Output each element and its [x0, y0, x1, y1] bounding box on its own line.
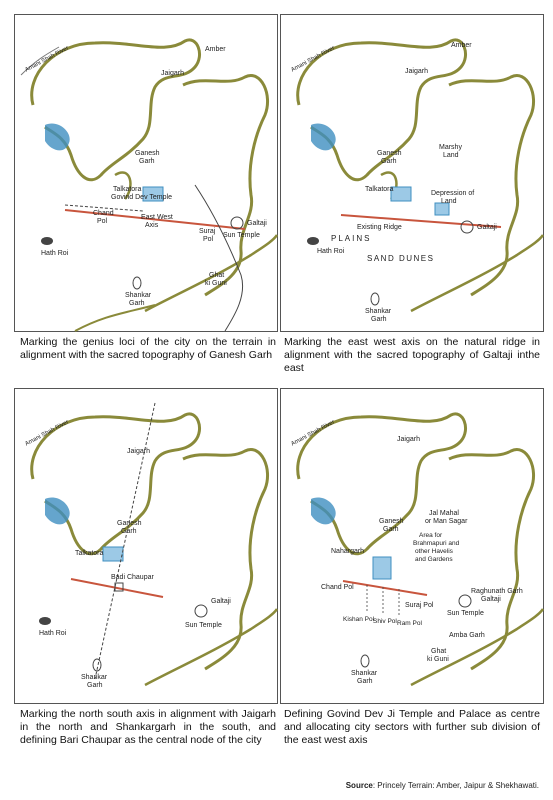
label-suraj-pol: Pol	[203, 236, 214, 243]
label-talkatora: Talkatora	[113, 186, 142, 193]
road	[195, 185, 243, 331]
label-river: Amani Shah River	[24, 45, 70, 74]
label-sun-temple: Sun Temple	[185, 622, 222, 629]
label-chand: Chand	[93, 210, 114, 217]
label-ghat: Ghat	[431, 648, 447, 655]
label-ganesh: Ganesh	[377, 150, 402, 157]
sun-temple-marker	[195, 605, 207, 617]
label-kishan-pol: Kishan Pol	[343, 616, 375, 623]
shankar-marker	[361, 655, 369, 667]
source-credit	[346, 781, 539, 790]
map-4	[281, 389, 545, 705]
hill-ridge	[32, 40, 200, 180]
label-sun-temple: Sun Temple	[447, 610, 484, 617]
label-ridge: Existing Ridge	[357, 224, 402, 231]
source-label: Source	[345, 781, 373, 790]
caption-2: Marking the east west axis on the natural ridge in alignment with the sacred topography of Galtaji inthe east	[284, 336, 540, 374]
label-ghat-guni: ki Guni	[427, 656, 449, 663]
label-garh: Garh	[139, 158, 155, 165]
label-shankar: Shankar	[125, 292, 152, 299]
label-shankar: Shankar	[81, 674, 108, 681]
map-1	[15, 15, 279, 333]
label-river: Amani Shah River	[290, 45, 336, 74]
map-panel-2	[280, 14, 544, 332]
map-panel-4	[280, 388, 544, 704]
label-suraj: Suraj	[199, 228, 216, 235]
shankar-marker	[371, 293, 379, 305]
label-sun-temple: Sun Temple	[223, 232, 260, 239]
label-garh: Garh	[381, 158, 397, 165]
label-shiv-pol: Shiv Pol	[373, 618, 397, 625]
label-chand-pol: Pol	[97, 218, 108, 225]
label-galtaji: Galtaji	[477, 224, 497, 231]
map-panel-3	[14, 388, 278, 704]
label-ganesh: Ganesh	[117, 520, 142, 527]
hill-ridge	[75, 305, 155, 331]
label-marshy: Marshy	[439, 144, 462, 151]
label-jaigarh: Jaigarh	[405, 68, 428, 75]
label-garh: Garh	[383, 526, 399, 533]
label-shankar-garh: Garh	[357, 678, 373, 685]
label-havelis: other Havelis	[415, 548, 453, 555]
hill-ridge	[411, 235, 543, 311]
sun-temple-marker	[459, 595, 471, 607]
hill-ridge	[183, 450, 268, 669]
map-panel-1	[14, 14, 278, 332]
label-ganesh: Ganesh	[135, 150, 160, 157]
label-ram-pol: Ram Pol	[397, 620, 422, 627]
label-hath-roi: Hath Roi	[39, 630, 67, 637]
label-ganesh: Ganesh	[379, 518, 404, 525]
hill-ridge	[449, 76, 534, 295]
label-talkatora: Talkatora	[75, 550, 104, 557]
label-ghat: Ghat	[209, 272, 225, 279]
label-jaigarh: Jaigarh	[127, 448, 150, 455]
label-suraj-pol: Suraj Pol	[405, 602, 434, 609]
palace-complex	[373, 557, 391, 579]
label-garh: Garh	[121, 528, 137, 535]
label-shankar-garh: Garh	[371, 316, 387, 323]
svg-text:Amani Shah River	[24, 45, 70, 73]
label-jaigarh: Jaigarh	[397, 436, 420, 443]
label-amber: Amber	[205, 46, 226, 53]
label-shankar: Shankar	[351, 670, 378, 677]
lake	[311, 498, 336, 525]
talkatora-tank	[391, 187, 411, 201]
label-chand-pol: Chand Pol	[321, 584, 354, 591]
east-west-axis	[71, 579, 163, 597]
label-ew: East West	[141, 214, 173, 221]
label-depression: Depression of	[431, 190, 475, 197]
label-axis: Axis	[145, 222, 159, 229]
label-amber: Amber	[451, 42, 472, 49]
galtaji-marker	[461, 221, 473, 233]
hath-roi-marker	[39, 617, 51, 625]
label-depression-land: Land	[441, 198, 457, 205]
hill-ridge	[411, 609, 543, 685]
label-raghunath-galtaji: Galtaji	[481, 596, 501, 603]
label-badi-chaupar: Badi Chaupar	[111, 574, 154, 581]
hill-ridge	[32, 414, 200, 554]
label-amba-garh: Amba Garh	[449, 632, 485, 639]
caption-4: Defining Govind Dev Ji Temple and Palace as centre and allocating city sectors with further sub division of the east west axis	[284, 708, 540, 746]
talkatora-tank	[103, 547, 123, 561]
label-raghunath: Raghunath Garh	[471, 588, 523, 595]
map-3	[15, 389, 279, 705]
caption-3: Marking the north south axis in alignment with Jaigarh in the north and Shankargarh in the south, and defining Bari Chaupar as the central node of the city	[20, 708, 276, 746]
label-talkatora: Talkatora	[365, 186, 394, 193]
label-nahargarh: Nahargarh	[331, 548, 365, 555]
label-man-sagar: or Man Sagar	[425, 518, 468, 525]
label-river: Amani Shah River	[24, 419, 70, 448]
label-plains: PLAINS	[331, 234, 372, 243]
label-brahmapuri: Brahmapuri and	[413, 540, 460, 547]
lake	[311, 124, 336, 151]
label-jal-mahal: Jal Mahal	[429, 510, 459, 517]
label-area: Area for	[419, 532, 443, 539]
north-south-axis	[95, 403, 155, 679]
map-2	[281, 15, 545, 333]
source-text: : Princely Terrain: Amber, Jaipur & Shekhawati.	[372, 781, 539, 790]
label-ghat-guni: ki Guni	[205, 280, 227, 287]
label-hath-roi: Hath Roi	[41, 250, 69, 257]
lake	[45, 124, 70, 151]
label-river: Amani Shah River	[290, 419, 336, 448]
lake	[45, 498, 70, 525]
label-shankar-garh: Garh	[129, 300, 145, 307]
label-shankar-garh: Garh	[87, 682, 103, 689]
label-hath-roi: Hath Roi	[317, 248, 345, 255]
label-govind: Govind Dev Temple	[111, 194, 172, 201]
hill-ridge	[145, 609, 277, 685]
label-galtaji: Galtaji	[247, 220, 267, 227]
east-west-axis	[343, 581, 427, 595]
hath-roi-marker	[41, 237, 53, 245]
shankar-marker	[133, 277, 141, 289]
label-galtaji: Galtaji	[211, 598, 231, 605]
hath-roi-marker	[307, 237, 319, 245]
caption-1: Marking the genius loci of the city on the terrain in alignment with the sacred topography of Ganesh Garh	[20, 336, 276, 361]
label-shankar: Shankar	[365, 308, 392, 315]
label-jaigarh: Jaigarh	[161, 70, 184, 77]
label-marshy-land: Land	[443, 152, 459, 159]
label-gardens: and Gardens	[415, 556, 453, 563]
label-dunes: SAND DUNES	[367, 254, 435, 263]
